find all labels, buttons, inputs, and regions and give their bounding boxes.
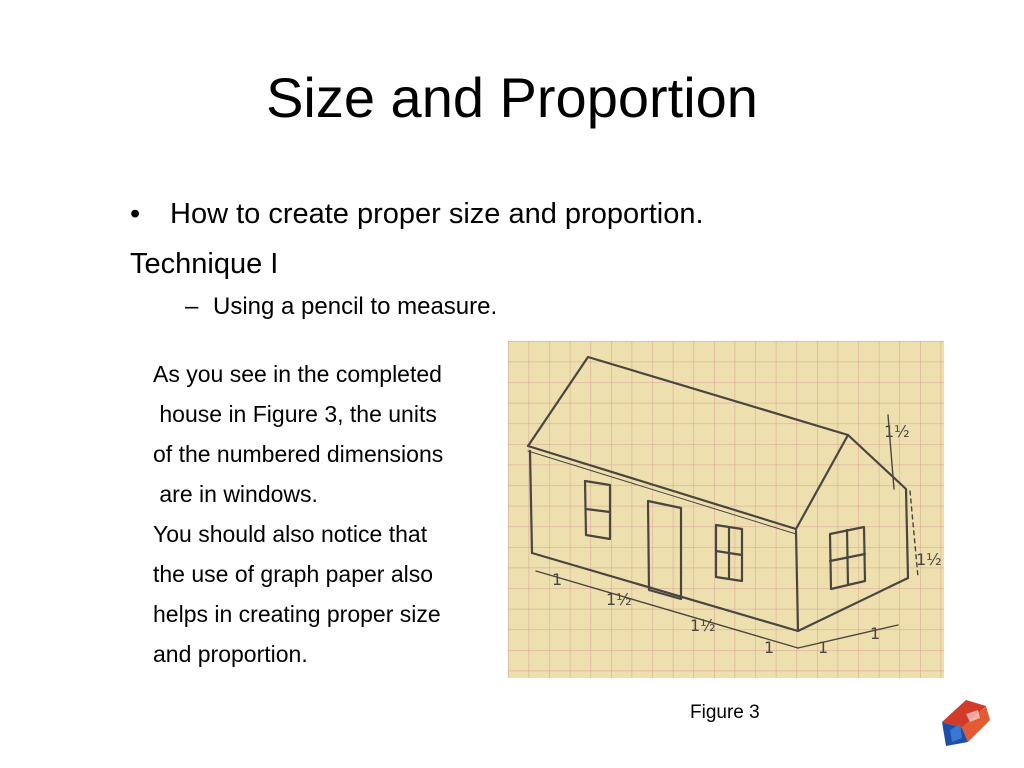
- body-line: of the numbered dimensions: [153, 441, 444, 467]
- body-line: are in windows.: [153, 481, 318, 507]
- body-line: You should also notice that: [153, 521, 428, 547]
- body-paragraph: [153, 356, 513, 676]
- sub-bullet-item: [185, 292, 497, 322]
- label-front-right: 1½: [690, 616, 716, 635]
- sub-bullet-marker: –: [185, 293, 199, 320]
- body-line: and proportion.: [153, 641, 308, 667]
- house-sketch-figure: [508, 341, 944, 678]
- label-roof-height: 1½: [884, 422, 910, 441]
- label-side-third: 1: [870, 624, 881, 643]
- body-line: helps in creating proper size: [153, 601, 441, 627]
- house-sketch: [508, 341, 944, 678]
- body-line: As you see in the completed: [153, 361, 442, 387]
- label-front-middle: 1½: [606, 590, 632, 609]
- slideshow-logo-icon: [936, 694, 992, 750]
- figure-caption: Figure 3: [690, 702, 760, 723]
- sub-bullet-text: Using a pencil to measure.: [213, 293, 498, 320]
- bullet-text: How to create proper size and proportion.: [170, 198, 704, 230]
- slide-title: Size and Proportion: [266, 66, 758, 129]
- label-wall-height: 1½: [916, 550, 942, 569]
- bullet-item: [130, 196, 704, 232]
- body-line: the use of graph paper also: [153, 561, 434, 587]
- label-side-first: 1: [764, 638, 775, 657]
- label-front-left: 1: [552, 570, 563, 589]
- body-line: house in Figure 3, the units: [153, 401, 437, 427]
- label-side-second: 1: [818, 638, 829, 657]
- technique-heading: Technique I: [130, 248, 279, 280]
- bullet-marker: •: [130, 198, 141, 230]
